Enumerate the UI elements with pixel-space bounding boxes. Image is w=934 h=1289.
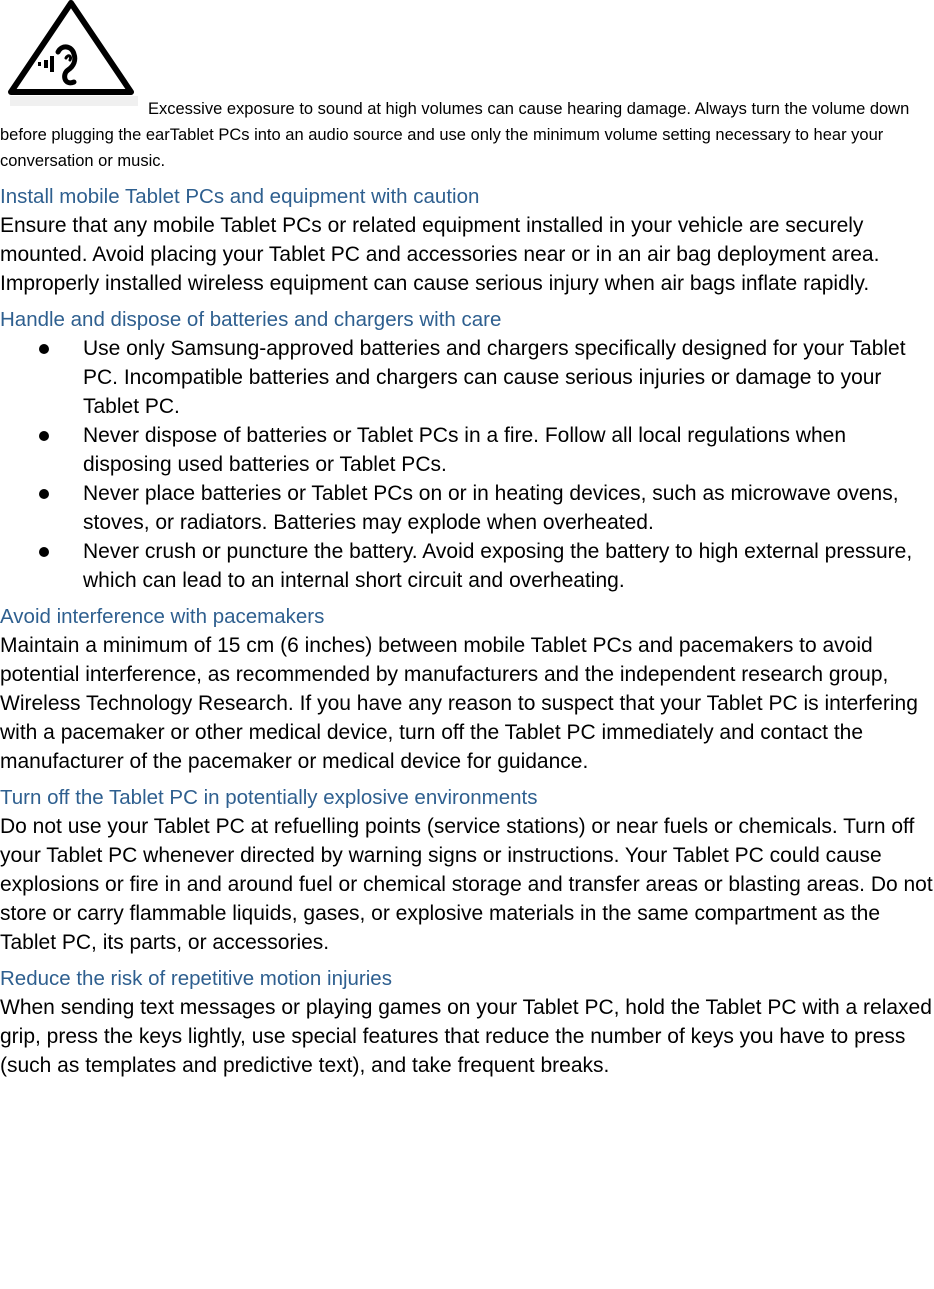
section-heading: Avoid interference with pacemakers [0, 605, 325, 628]
section-paragraph: When sending text messages or playing games on your Tablet PC, hold the Tablet PC with a relaxed grip, press the keys lightly, use special features that reduce the number of keys you have to press (such as templates and predictive text), and take frequent breaks. [0, 996, 932, 1077]
hearing-warning-icon [4, 0, 138, 108]
section-explosive [0, 784, 934, 957]
section-paragraph: Do not use your Tablet PC at refuelling points (service stations) or near fuels or chemicals. Turn off your Tablet PC whenever directed by warning signs or instructions. Your Tablet PC could cause explosions or fire in and around fuel or chemical storage and transfer areas or blasting areas. Do not store or carry flammable liquids, gases, or explosive materials in the same compartment as the Tablet PC, its parts, or accessories. [0, 815, 933, 954]
bullet-icon [39, 547, 49, 557]
bullet-icon [39, 489, 49, 499]
hearing-warning-text: Excessive exposure to sound at high volumes can cause hearing damage. Always turn the volume down before plugging the earTablet PCs into an audio source and use only the minimum volume setting necessary to hear your conversation or music. [0, 100, 910, 170]
section-heading: Handle and dispose of batteries and chargers with care [0, 308, 502, 331]
battery-list [0, 334, 934, 595]
list-item: Never place batteries or Tablet PCs on or in heating devices, such as microwave ovens, stoves, or radiators. Batteries may explode when overheated. [0, 479, 934, 537]
bullet-icon [39, 344, 49, 354]
section-pacemakers [0, 603, 934, 776]
list-item: Never crush or puncture the battery. Avoid exposing the battery to high external pressure, which can lead to an internal short circuit and overheating. [0, 537, 934, 595]
section-batteries [0, 306, 934, 595]
list-item: Never dispose of batteries or Tablet PCs in a fire. Follow all local regulations when disposing used batteries or Tablet PCs. [0, 421, 934, 479]
document-body [0, 183, 934, 1088]
list-item: Use only Samsung-approved batteries and chargers specifically designed for your Tablet PC. Incompatible batteries and chargers can cause serious injuries or damage to your Tablet PC. [0, 334, 934, 421]
section-paragraph: Maintain a minimum of 15 cm (6 inches) between mobile Tablet PCs and pacemakers to avoid potential interference, as recommended by manufacturers and the independent research group, Wireless Technology Research. If you have any reason to suspect that your Tablet PC is interfering with a pacemaker or other medical device, turn off the Tablet PC immediately and contact the manufacturer of the pacemaker or medical device for guidance. [0, 634, 918, 773]
section-vehicle [0, 183, 934, 298]
section-heading: Reduce the risk of repetitive motion injuries [0, 967, 392, 990]
section-repetitive-motion [0, 965, 934, 1080]
section-paragraph: Ensure that any mobile Tablet PCs or related equipment installed in your vehicle are securely mounted. Avoid placing your Tablet PC and accessories near or in an air bag deployment area. Improperly installed wireless equipment can cause serious injury when air bags inflate rapidly. [0, 214, 880, 295]
section-heading: Install mobile Tablet PCs and equipment with caution [0, 185, 480, 208]
section-heading: Turn off the Tablet PC in potentially explosive environments [0, 786, 538, 809]
bullet-icon [39, 431, 49, 441]
